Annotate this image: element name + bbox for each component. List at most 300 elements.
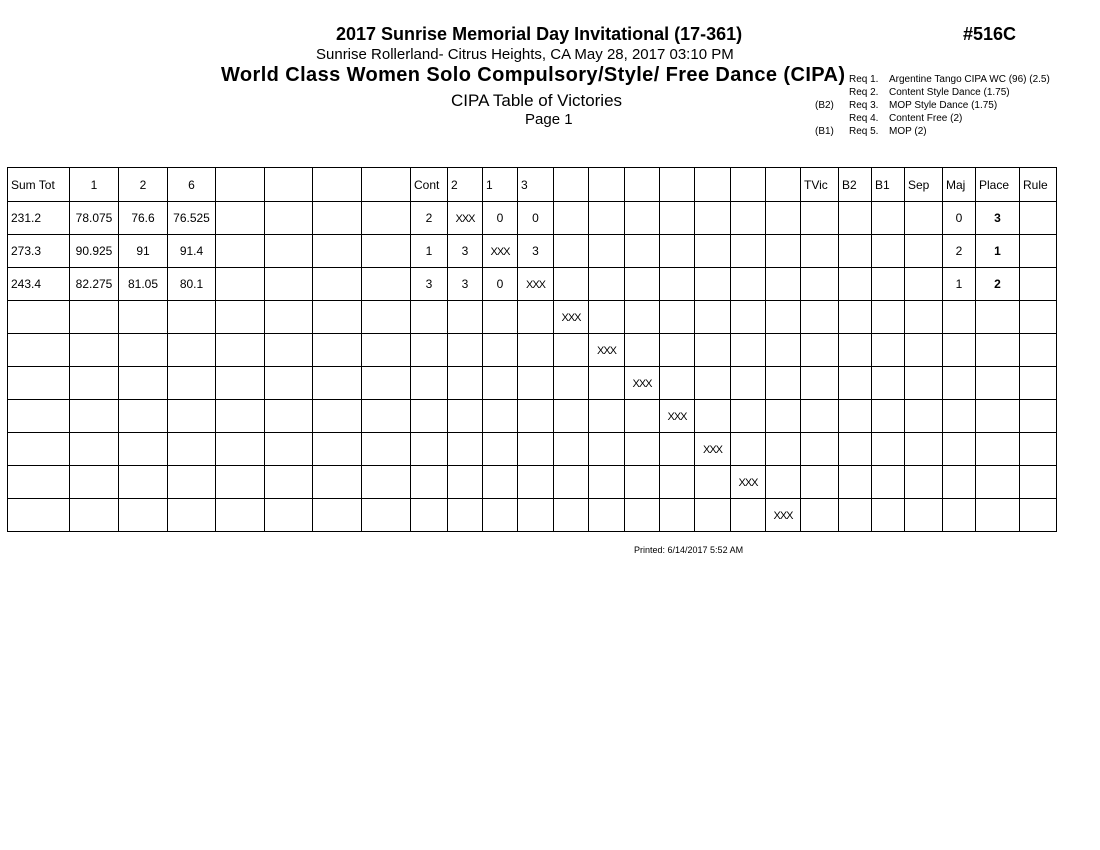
table-cell (411, 367, 448, 400)
column-header: Rule (1020, 168, 1057, 202)
table-cell (265, 301, 313, 334)
table-cell (905, 433, 943, 466)
table-cell (943, 466, 976, 499)
requirement-text: Argentine Tango CIPA WC (96) (2.5) (889, 74, 1050, 85)
table-cell (313, 433, 362, 466)
table-cell (976, 433, 1020, 466)
table-cell (731, 433, 766, 466)
self-comparison-cell (483, 235, 518, 268)
self-comparison-cell (554, 301, 589, 334)
table-cell (362, 466, 411, 499)
table-cell (905, 301, 943, 334)
table-cell (411, 499, 448, 532)
table-cell (976, 466, 1020, 499)
table-cell (518, 367, 554, 400)
table-cell (839, 433, 872, 466)
table-cell (839, 334, 872, 367)
table-cell (1020, 400, 1057, 433)
table-cell: 0 (518, 202, 554, 235)
table-cell (660, 235, 695, 268)
requirement-tag: (B2) (815, 100, 834, 111)
table-row (8, 301, 1057, 334)
column-header: TVic (801, 168, 839, 202)
table-cell (839, 202, 872, 235)
column-header (313, 168, 362, 202)
table-cell (518, 301, 554, 334)
table-cell: 82.275 (70, 268, 119, 301)
table-cell (70, 301, 119, 334)
table-cell (411, 400, 448, 433)
table-cell (872, 400, 905, 433)
table-cell (801, 202, 839, 235)
column-header: B1 (872, 168, 905, 202)
table-cell (265, 367, 313, 400)
table-cell (483, 367, 518, 400)
table-cell (483, 400, 518, 433)
table-row (8, 433, 1057, 466)
table-cell (660, 268, 695, 301)
self-comparison-cell (766, 499, 801, 532)
table-cell (660, 301, 695, 334)
table-cell (216, 367, 265, 400)
table-cell: 273.3 (8, 235, 70, 268)
printed-timestamp: Printed: 6/14/2017 5:52 AM (634, 545, 744, 555)
column-header: Sep (905, 168, 943, 202)
table-cell (362, 268, 411, 301)
requirement-line (815, 125, 1050, 138)
table-cell (265, 400, 313, 433)
table-cell (625, 301, 660, 334)
table-cell (313, 466, 362, 499)
table-cell (70, 400, 119, 433)
table-cell (943, 433, 976, 466)
table-cell (695, 235, 731, 268)
cross-mark: XXX (561, 312, 581, 324)
requirements-list (815, 73, 1050, 138)
table-cell (70, 433, 119, 466)
table-cell (589, 301, 625, 334)
table-cell: 81.05 (119, 268, 168, 301)
table-cell (839, 499, 872, 532)
table-cell (801, 268, 839, 301)
table-cell (554, 202, 589, 235)
table-cell (625, 202, 660, 235)
table-cell (119, 334, 168, 367)
table-cell: 2 (943, 235, 976, 268)
table-cell (872, 433, 905, 466)
table-cell (265, 235, 313, 268)
table-cell (362, 499, 411, 532)
table-cell (362, 433, 411, 466)
table-cell: 3 (448, 235, 483, 268)
column-header (625, 168, 660, 202)
table-cell (313, 268, 362, 301)
table-cell (766, 235, 801, 268)
table-cell (313, 334, 362, 367)
table-cell (216, 235, 265, 268)
table-cell (8, 400, 70, 433)
table-cell (589, 268, 625, 301)
requirement-line (815, 86, 1050, 99)
column-header: Cont (411, 168, 448, 202)
table-cell (943, 367, 976, 400)
table-cell (483, 334, 518, 367)
table-cell (801, 301, 839, 334)
table-row (8, 334, 1057, 367)
table-cell (766, 301, 801, 334)
table-cell: 231.2 (8, 202, 70, 235)
table-row (8, 466, 1057, 499)
table-cell (313, 301, 362, 334)
table-cell (766, 466, 801, 499)
table-cell (119, 367, 168, 400)
self-comparison-cell (731, 466, 766, 499)
table-cell (943, 301, 976, 334)
table-cell (518, 433, 554, 466)
table-cell (119, 499, 168, 532)
table-cell (483, 433, 518, 466)
table-cell (589, 235, 625, 268)
page-number: Page 1 (525, 111, 573, 128)
table-cell (313, 202, 362, 235)
table-cell (695, 499, 731, 532)
table-cell (554, 400, 589, 433)
requirement-number: Req 5. (849, 126, 879, 137)
table-cell (801, 499, 839, 532)
table-cell (872, 367, 905, 400)
table-cell (216, 400, 265, 433)
table-row (8, 499, 1057, 532)
table-cell (313, 400, 362, 433)
table-cell (660, 433, 695, 466)
table-cell (625, 235, 660, 268)
requirement-line (815, 112, 1050, 125)
table-cell (839, 400, 872, 433)
table-cell (216, 268, 265, 301)
column-header (695, 168, 731, 202)
requirement-number: Req 1. (849, 74, 879, 85)
table-cell (660, 367, 695, 400)
table-cell (362, 301, 411, 334)
table-cell (168, 334, 216, 367)
table-cell (518, 499, 554, 532)
cross-mark: XXX (525, 279, 545, 291)
table-cell (554, 235, 589, 268)
table-cell (8, 499, 70, 532)
cross-mark: XXX (596, 345, 616, 357)
self-comparison-cell (448, 202, 483, 235)
table-cell: 3 (411, 268, 448, 301)
table-cell: 0 (483, 202, 518, 235)
requirement-tag: (B1) (815, 126, 834, 137)
table-cell (70, 466, 119, 499)
column-header: B2 (839, 168, 872, 202)
table-cell (216, 334, 265, 367)
table-cell (695, 400, 731, 433)
table-cell (483, 499, 518, 532)
cross-mark: XXX (667, 411, 687, 423)
table-cell (976, 367, 1020, 400)
table-cell (589, 499, 625, 532)
table-cell (518, 466, 554, 499)
table-cell (1020, 235, 1057, 268)
cross-mark: XXX (490, 246, 510, 258)
table-cell (905, 268, 943, 301)
table-cell (119, 400, 168, 433)
table-cell (625, 499, 660, 532)
table-cell (589, 400, 625, 433)
table-cell (731, 235, 766, 268)
table-cell (695, 334, 731, 367)
table-cell (8, 433, 70, 466)
requirement-number: Req 4. (849, 113, 879, 124)
table-cell: 76.6 (119, 202, 168, 235)
table-cell (625, 334, 660, 367)
table-cell (448, 301, 483, 334)
column-header (554, 168, 589, 202)
table-cell (976, 301, 1020, 334)
table-cell (119, 301, 168, 334)
requirement-number: Req 2. (849, 87, 879, 98)
table-cell (695, 202, 731, 235)
table-cell (589, 433, 625, 466)
column-header (362, 168, 411, 202)
table-cell: 1 (411, 235, 448, 268)
table-cell (625, 400, 660, 433)
table-cell (448, 400, 483, 433)
table-row (8, 367, 1057, 400)
report-name: CIPA Table of Victories (451, 91, 623, 110)
table-cell (731, 400, 766, 433)
table-cell (1020, 367, 1057, 400)
table-cell (905, 400, 943, 433)
table-cell (554, 499, 589, 532)
table-cell (168, 367, 216, 400)
column-header (216, 168, 265, 202)
table-cell (839, 235, 872, 268)
table-cell (411, 466, 448, 499)
column-header: Place (976, 168, 1020, 202)
table-cell (625, 466, 660, 499)
table-cell (905, 367, 943, 400)
table-cell (731, 367, 766, 400)
table-cell (801, 466, 839, 499)
table-cell: 90.925 (70, 235, 119, 268)
column-header (589, 168, 625, 202)
table-cell (448, 499, 483, 532)
requirement-text: Content Free (2) (889, 113, 963, 124)
table-cell (70, 499, 119, 532)
table-cell (554, 268, 589, 301)
table-cell (1020, 334, 1057, 367)
table-cell (943, 499, 976, 532)
requirement-line (815, 73, 1050, 86)
table-cell (8, 367, 70, 400)
table-cell (216, 202, 265, 235)
table-cell (695, 268, 731, 301)
table-cell (839, 466, 872, 499)
table-cell (362, 334, 411, 367)
requirement-text: Content Style Dance (1.75) (889, 87, 1010, 98)
table-cell (872, 334, 905, 367)
table-cell: 91 (119, 235, 168, 268)
table-cell: 0 (943, 202, 976, 235)
table-cell (362, 400, 411, 433)
table-cell (265, 334, 313, 367)
table-cell (801, 334, 839, 367)
table-cell (589, 466, 625, 499)
table-cell: 78.075 (70, 202, 119, 235)
table-cell (695, 466, 731, 499)
table-cell (216, 499, 265, 532)
table-cell (168, 433, 216, 466)
table-cell (943, 400, 976, 433)
table-cell (313, 367, 362, 400)
table-row (8, 268, 1057, 301)
table-cell (119, 466, 168, 499)
table-cell (872, 301, 905, 334)
table-cell (8, 466, 70, 499)
requirement-number: Req 3. (849, 100, 879, 111)
table-cell: 3 (518, 235, 554, 268)
table-cell (411, 433, 448, 466)
table-cell (905, 235, 943, 268)
table-cell (362, 202, 411, 235)
column-header: Maj (943, 168, 976, 202)
table-cell: 76.525 (168, 202, 216, 235)
table-cell: 1 (976, 235, 1020, 268)
column-header: 1 (70, 168, 119, 202)
table-cell (872, 499, 905, 532)
venue-line: Sunrise Rollerland- Citrus Heights, CA May 28, 2017 03:10 PM (316, 46, 734, 63)
table-cell (1020, 466, 1057, 499)
table-cell (518, 334, 554, 367)
table-row (8, 400, 1057, 433)
table-cell (801, 433, 839, 466)
table-cell (216, 466, 265, 499)
table-cell (766, 400, 801, 433)
cross-mark: XXX (455, 213, 475, 225)
self-comparison-cell (518, 268, 554, 301)
table-cell (872, 466, 905, 499)
table-cell: 3 (976, 202, 1020, 235)
self-comparison-cell (695, 433, 731, 466)
table-cell (943, 334, 976, 367)
table-cell (448, 367, 483, 400)
table-cell (216, 433, 265, 466)
table-cell (625, 268, 660, 301)
cross-mark: XXX (632, 378, 652, 390)
table-cell (839, 301, 872, 334)
table-cell (872, 235, 905, 268)
table-cell (731, 202, 766, 235)
table-cell (313, 499, 362, 532)
column-header: 6 (168, 168, 216, 202)
table-cell (872, 268, 905, 301)
table-cell (905, 202, 943, 235)
table-cell (1020, 301, 1057, 334)
competition-title: 2017 Sunrise Memorial Day Invitational (17-361) (336, 24, 743, 44)
table-cell (483, 301, 518, 334)
table-cell: 2 (976, 268, 1020, 301)
table-cell (839, 268, 872, 301)
table-cell (731, 334, 766, 367)
column-header (660, 168, 695, 202)
table-cell (265, 268, 313, 301)
table-cell (8, 334, 70, 367)
table-cell (976, 334, 1020, 367)
table-cell (168, 400, 216, 433)
table-cell (625, 433, 660, 466)
table-cell (589, 367, 625, 400)
table-cell (766, 202, 801, 235)
table-cell (1020, 268, 1057, 301)
table-cell (731, 268, 766, 301)
table-cell (731, 499, 766, 532)
table-cell (362, 367, 411, 400)
table-row (8, 202, 1057, 235)
column-header: 3 (518, 168, 554, 202)
table-cell: 1 (943, 268, 976, 301)
table-cell (8, 301, 70, 334)
column-header (265, 168, 313, 202)
table-cell: 0 (483, 268, 518, 301)
table-cell (872, 202, 905, 235)
table-cell (589, 202, 625, 235)
table-cell (976, 499, 1020, 532)
table-cell (766, 367, 801, 400)
self-comparison-cell (625, 367, 660, 400)
table-cell (766, 268, 801, 301)
table-cell (1020, 499, 1057, 532)
column-header: 1 (483, 168, 518, 202)
table-cell (411, 301, 448, 334)
table-cell (801, 367, 839, 400)
table-cell (660, 499, 695, 532)
table-cell (448, 334, 483, 367)
table-cell (168, 466, 216, 499)
table-cell (554, 367, 589, 400)
table-cell: 80.1 (168, 268, 216, 301)
table-cell (265, 499, 313, 532)
table-cell (695, 367, 731, 400)
table-cell (731, 301, 766, 334)
table-cell (70, 367, 119, 400)
column-header: 2 (119, 168, 168, 202)
table-header-row (8, 168, 1057, 202)
table-cell (216, 301, 265, 334)
table-cell (483, 466, 518, 499)
table-cell (313, 235, 362, 268)
table-cell (554, 334, 589, 367)
column-header: Sum Tot (8, 168, 70, 202)
table-cell (168, 301, 216, 334)
table-cell (801, 400, 839, 433)
requirement-tag (815, 73, 849, 86)
table-cell (70, 334, 119, 367)
table-cell (976, 400, 1020, 433)
table-cell (411, 334, 448, 367)
table-cell (554, 466, 589, 499)
table-cell (119, 433, 168, 466)
table-cell (766, 433, 801, 466)
table-cell (766, 334, 801, 367)
table-cell (518, 400, 554, 433)
table-cell (265, 466, 313, 499)
cross-mark: XXX (773, 510, 793, 522)
requirement-tag (815, 112, 849, 125)
table-cell (905, 334, 943, 367)
